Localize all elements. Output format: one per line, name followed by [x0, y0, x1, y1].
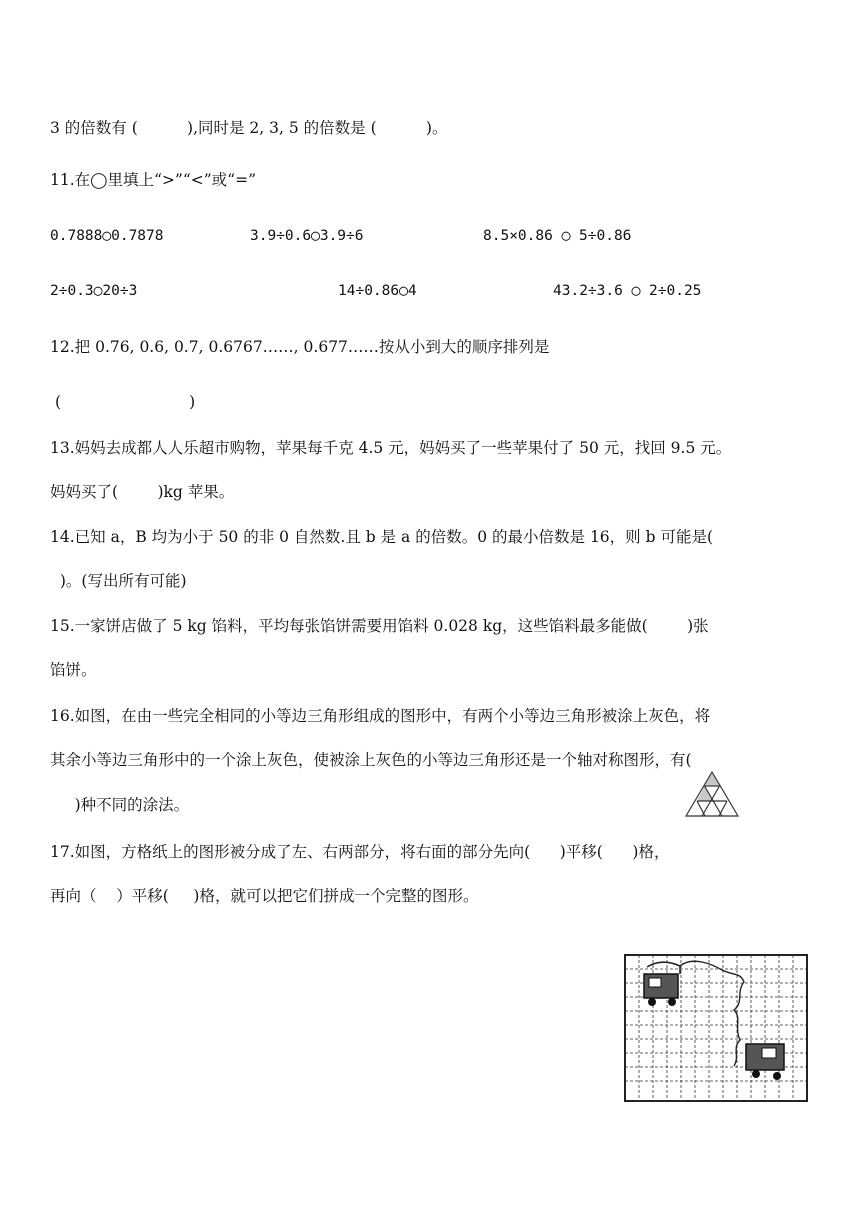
question-12-answer-blank: ( )	[55, 393, 196, 411]
triangle-figure	[684, 770, 740, 820]
question-11-item-4: 2÷0.3◯20÷3	[50, 283, 138, 299]
question-14-continuation: )。(写出所有可能)	[50, 572, 187, 590]
question-16-continuation: 其余小等边三角形中的一个涂上灰色，使被涂上灰色的小等边三角形还是一个轴对称图形，有(	[50, 751, 692, 769]
question-11: 11.在◯里填上“>”“<”或“=”	[50, 171, 257, 189]
question-10-continuation: 3 的倍数有 ( ),同时是 2, 3, 5 的倍数是 ( )。	[50, 119, 448, 137]
question-11-item-5: 14÷0.86◯4	[338, 283, 417, 299]
grid-figure	[622, 952, 810, 1104]
question-15: 15.一家饼店做了 5 kg 馅料，平均每张馅饼需要用馅料 0.028 kg，这些馅料最多能做( )张	[50, 617, 709, 635]
question-17-continuation: 再向（ ）平移( )格，就可以把它们拼成一个完整的图形。	[50, 887, 479, 905]
question-14: 14.已知 a，B 均为小于 50 的非 0 自然数.且 b 是 a 的倍数。0 的最小倍数是 16，则 b 可能是(	[50, 528, 713, 546]
question-11-item-1: 0.7888◯0.7878	[50, 228, 164, 244]
question-13-continuation: 妈妈买了( )kg 苹果。	[50, 483, 235, 501]
question-11-item-6: 43.2÷3.6 ◯ 2÷0.25	[553, 283, 702, 299]
question-16: 16.如图，在由一些完全相同的小等边三角形组成的图形中，有两个小等边三角形被涂上灰色，将	[50, 707, 711, 725]
question-17: 17.如图，方格纸上的图形被分成了左、右两部分，将右面的部分先向( )平移( )格，	[50, 843, 670, 861]
question-15-continuation: 馅饼。	[50, 661, 97, 679]
question-11-item-3: 8.5×0.86 ◯ 5÷0.86	[483, 228, 632, 244]
question-11-item-2: 3.9÷0.6◯3.9÷6	[250, 228, 364, 244]
question-12: 12.把 0.76, 0.6, 0.7, 0.6767……, 0.677……按从小到大的顺序排列是	[50, 338, 550, 356]
shaded-triangle	[705, 772, 720, 786]
question-16-answer: )种不同的涂法。	[50, 796, 190, 814]
question-13: 13.妈妈去成都人人乐超市购物，苹果每千克 4.5 元，妈妈买了一些苹果付了 50 元，找回 9.5 元。	[50, 439, 732, 457]
